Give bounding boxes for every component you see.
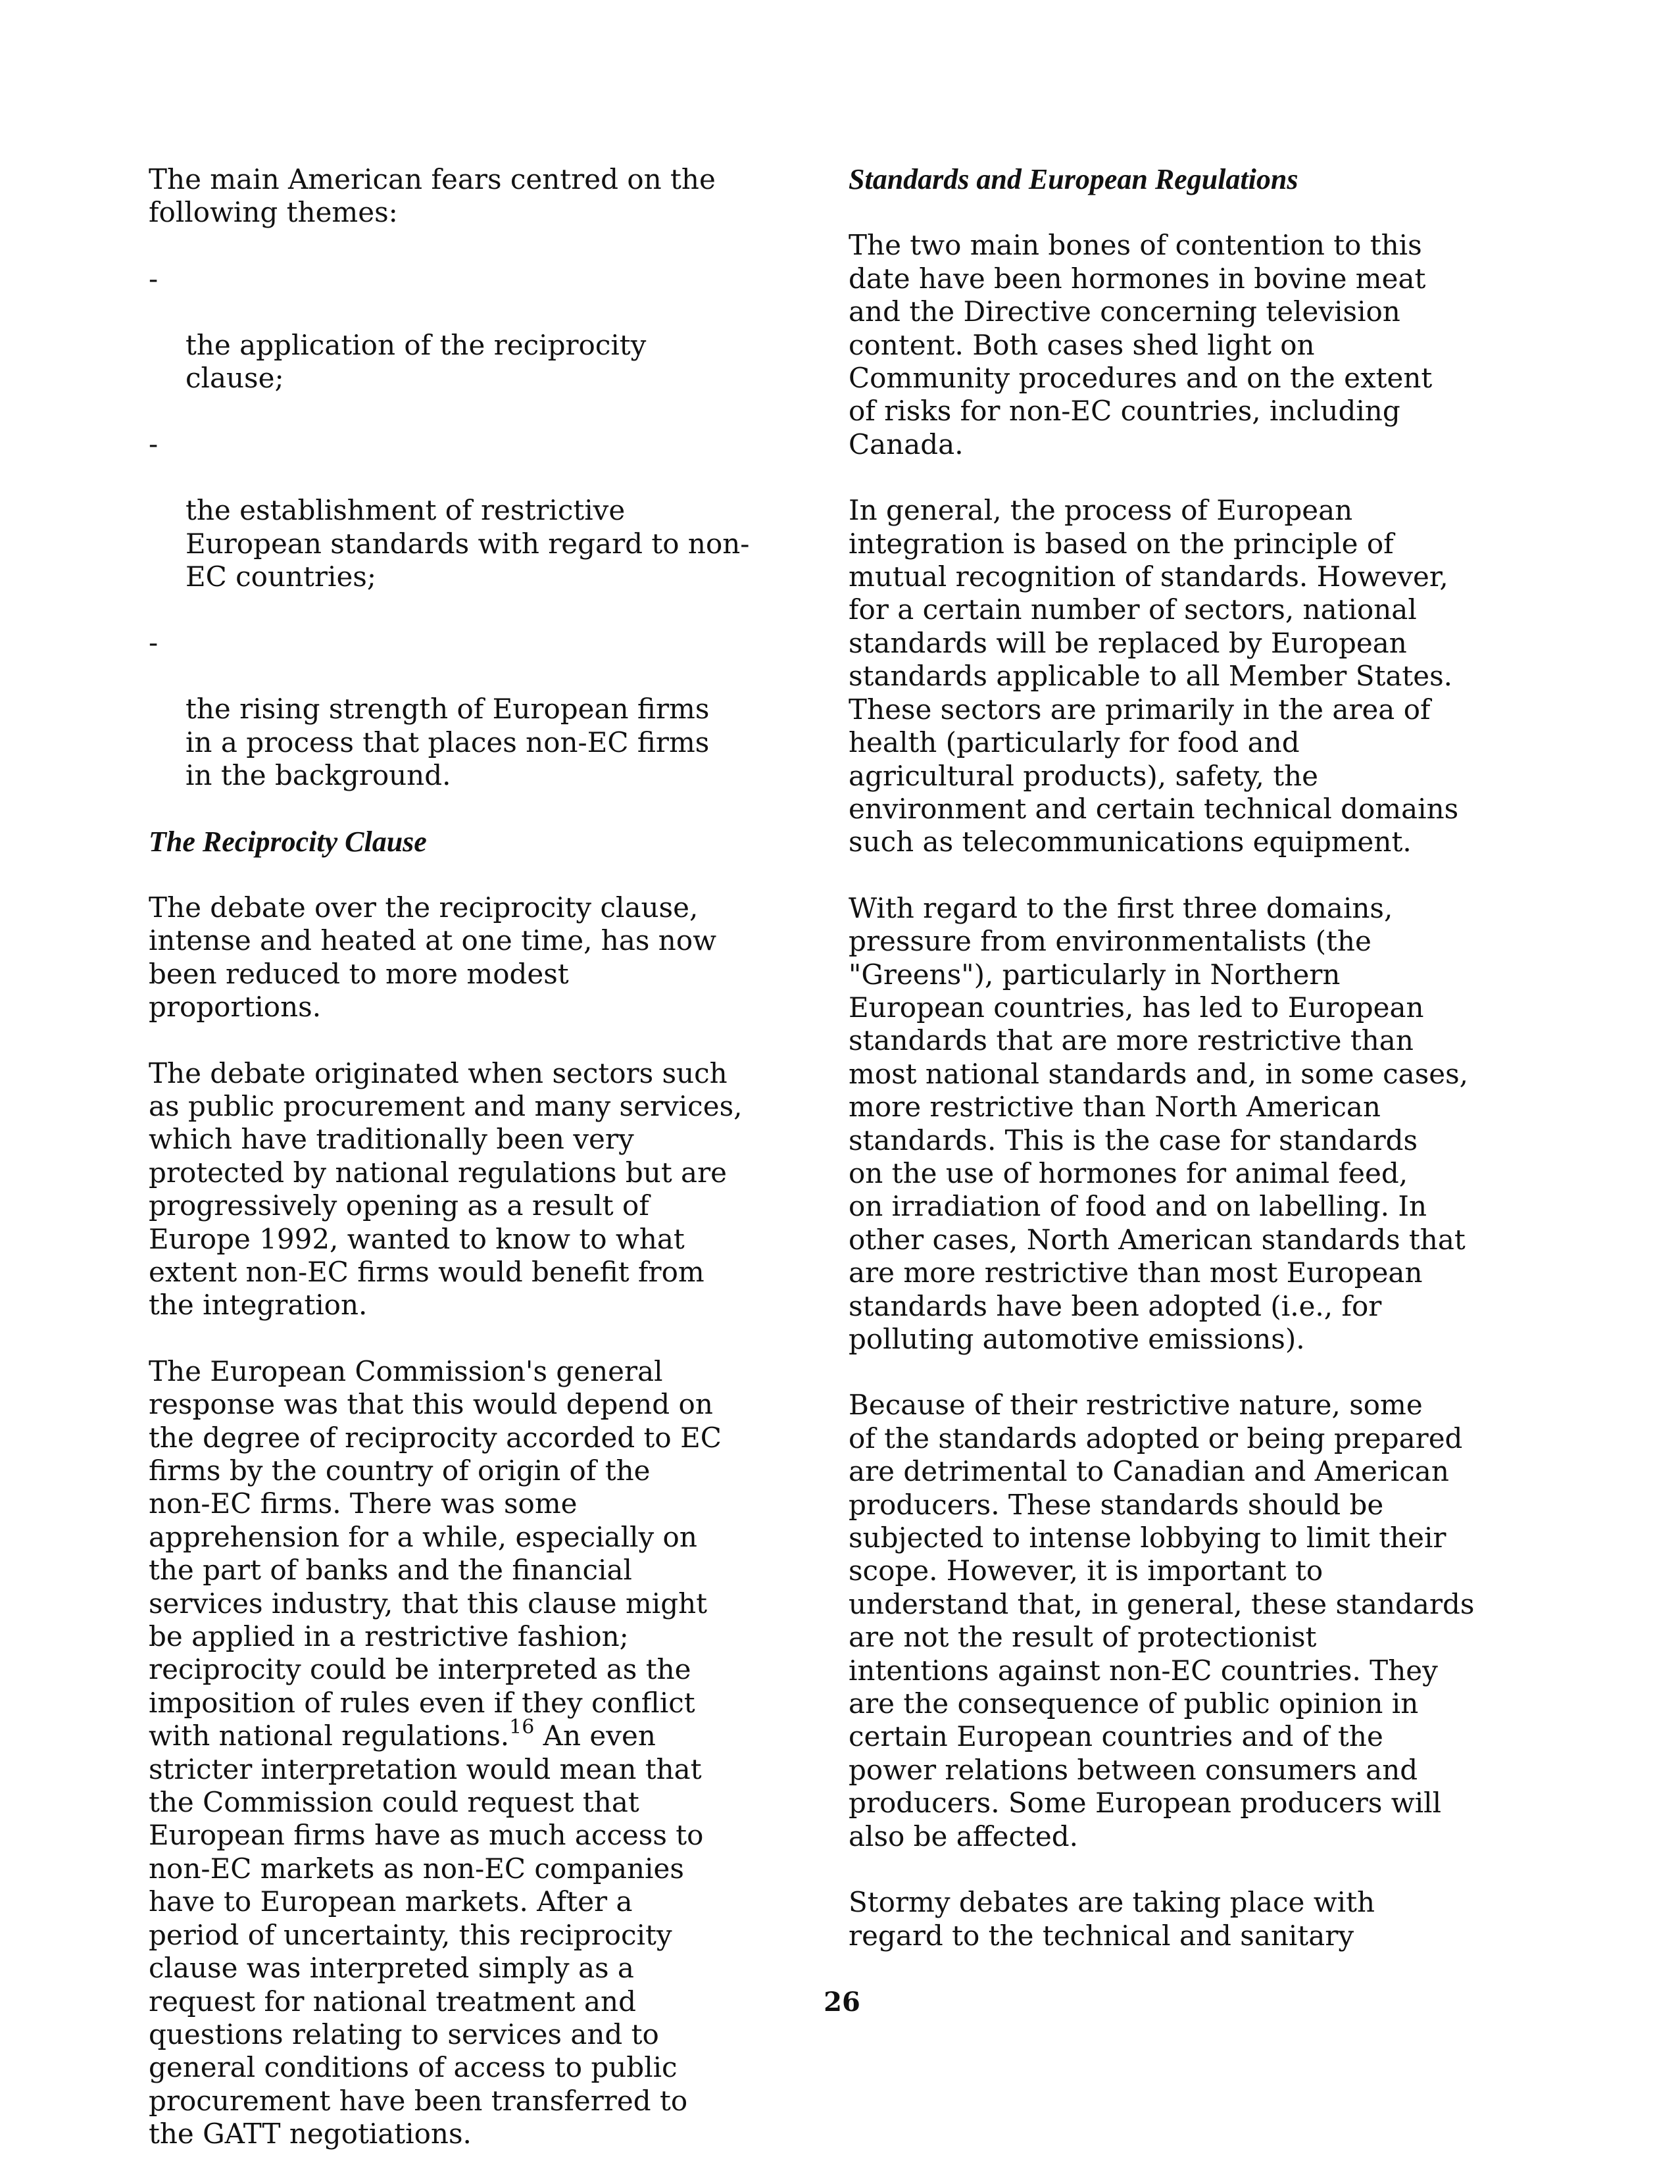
paragraph: The two main bones of contention to this date have been hormones in bovine meat and the Directive concerning television content. Both cases shed light on Community procedures and on the extent of risks for non-EC countries, including Canada. bbox=[849, 229, 1433, 460]
paragraph: With regard to the first three domains, pressure from environmentalists (the "Greens"), particularly in Northern European countries, has led to European standards that are more restrictive than most national standards and, in some cases, more restrictive than North American standards. This is the case for standards on the use of hormones for animal feed, on irradiation of food and on labelling. In other cases, North American standards that are more restrictive than most European standards have been adopted (i.e., for polluting automotive emissions). bbox=[849, 891, 1469, 1355]
right-column bbox=[849, 163, 1546, 1985]
list-dash: - bbox=[149, 626, 159, 659]
paragraph: Stormy debates are taking place with regard to the technical and sanitary bbox=[849, 1886, 1375, 1952]
themes-list bbox=[149, 262, 806, 793]
paragraph-text: An even stricter interpretation would mean that the Commission could request that European firms have as much access to non-EC markets as non-EC companies have to European markets. After a period of uncertainty, this reciprocity clause was interpreted simply as a request for national treatment and questions relating to services and to general conditions of access to public procurement have been transferred to the GATT negotiations. bbox=[149, 1720, 704, 2150]
paragraph: The debate originated when sectors such as public procurement and many services, which have traditionally been very protected by national regulations but are progressively opening as a result of Europe 1992, wanted to know to what extent non-EC firms would benefit from the integration. bbox=[149, 1056, 743, 1322]
intro-paragraph: The main American fears centred on the following themes: bbox=[149, 163, 716, 229]
paragraph: In general, the process of European integration is based on the principle of mutual recognition of standards. However, for a certain number of sectors, national standards will be replaced by European standards applicable to all Member States. These sectors are primarily in the area of health (particularly for food and agricultural products), safety, the environment and certain technical domains such as telecommunications equipment. bbox=[849, 494, 1459, 858]
list-item bbox=[149, 428, 806, 593]
section-heading-standards: Standards and European Regulations bbox=[849, 163, 1298, 195]
paragraph-with-footnote bbox=[149, 1355, 806, 2151]
list-item bbox=[149, 626, 806, 792]
list-item-text: the rising strength of European firms in a process that places non-EC firms in the background. bbox=[185, 693, 710, 792]
footnote-reference[interactable]: 16 bbox=[509, 1716, 535, 1739]
list-item-text: the establishment of restrictive European standards with regard to non- EC countries; bbox=[185, 494, 750, 593]
paragraph-text: The European Commission's general response was that this would depend on the degree of reciprocity accorded to EC firms by the country of origin of the non-EC firms. There was some apprehension for a while, especially on the part of banks and the financial services industry, that this clause might be applied in a restrictive fashion; reciprocity could be interpreted as the imposition of rules even if they conflict with national regulations. bbox=[149, 1354, 722, 1752]
list-item bbox=[149, 262, 806, 395]
paragraph: Because of their restrictive nature, some of the standards adopted or being prepared are detrimental to Canadian and American producers. These standards should be subjected to intense lobbying to limit their scope. However, it is important to understand that, in general, these standards are not the result of protectionist intentions against non-EC countries. They are the consequence of public opinion in certain European countries and of the power relations between consumers and producers. Some European producers will also be affected. bbox=[849, 1389, 1475, 1852]
list-item-text: the application of the reciprocity clause; bbox=[185, 328, 647, 395]
left-column bbox=[149, 163, 806, 2184]
page-number: 26 bbox=[824, 1987, 860, 2018]
section-heading-reciprocity: The Reciprocity Clause bbox=[149, 825, 427, 858]
list-dash: - bbox=[149, 428, 159, 460]
paragraph: The debate over the reciprocity clause, intense and heated at one time, has now been reduced to more modest proportions. bbox=[149, 891, 717, 1024]
list-dash: - bbox=[149, 262, 159, 295]
